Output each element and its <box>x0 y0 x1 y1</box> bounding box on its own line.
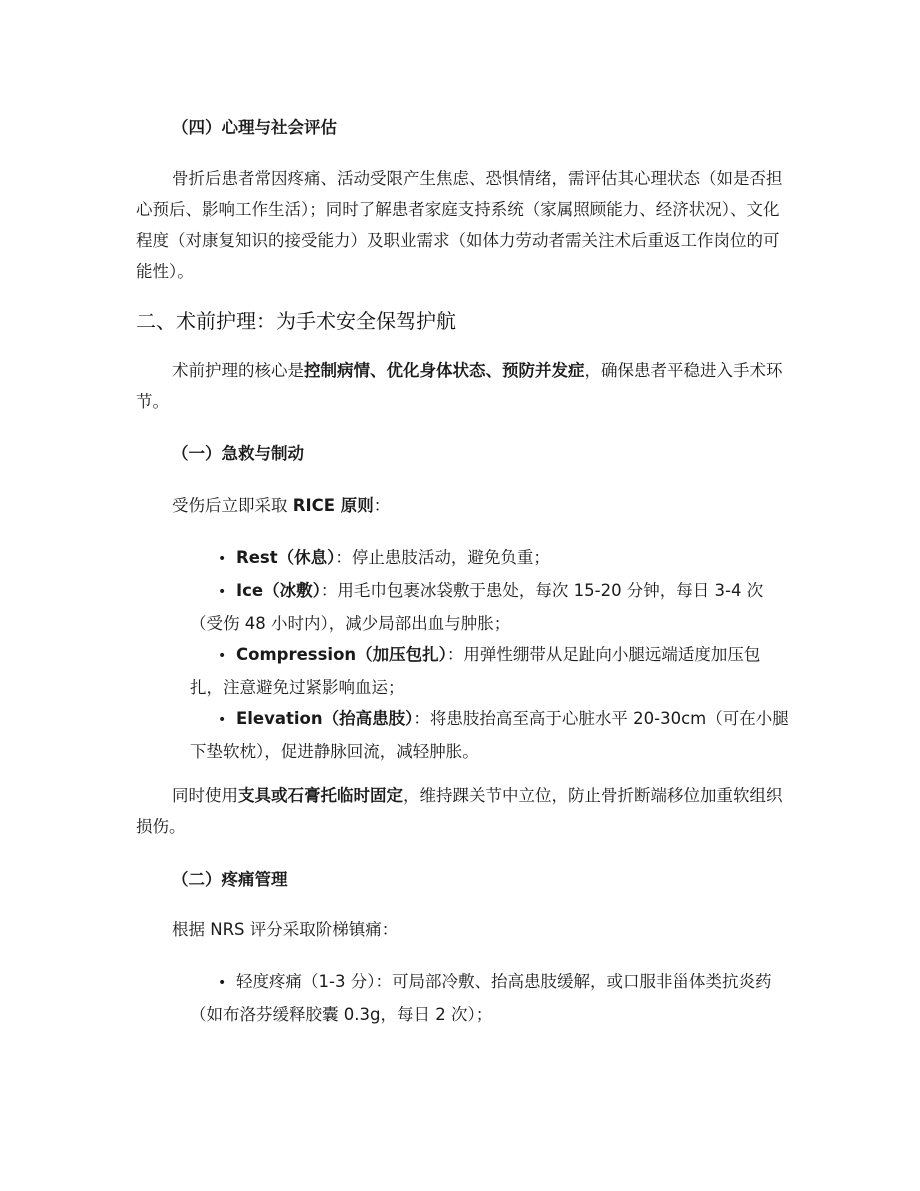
bullet-icon: • <box>218 648 227 664</box>
sub-2-heading: （二）疼痛管理 <box>172 870 288 889</box>
part-2-heading: 二、术前护理：为手术安全保驾护航 <box>136 309 456 333</box>
rice-lead-post: ： <box>373 496 391 515</box>
rice-lead-pre: 受伤后立即采取 <box>172 496 293 515</box>
bullet-icon: • <box>218 584 227 600</box>
pain-list <box>190 966 790 1030</box>
sub-1-heading: （一）急救与制动 <box>172 444 304 463</box>
fixation-post: ，维持踝关节中立位，防止骨折断端移位加重软组织损伤。 <box>136 786 783 836</box>
fixation-pre: 同时使用 <box>172 786 238 805</box>
intro-text-pre: 术前护理的核心是 <box>172 361 304 380</box>
list-item-term: Elevation（抬高患肢） <box>236 709 414 728</box>
section-4-paragraph: 骨折后患者常因疼痛、活动受限产生焦虑、恐惧情绪，需评估其心理状态（如是否担心预后、影响工作生活）；同时了解患者家庭支持系统（家属照顾能力、经济状况）、文化程度（对康复知识的接受能力）及职业需求（如体力劳动者需关注术后重返工作岗位的可能性）。 <box>136 169 783 281</box>
rice-lead <box>172 490 822 521</box>
rice-lead-bold: RICE 原则 <box>292 496 374 515</box>
fixation-paragraph <box>136 780 786 842</box>
list-item <box>190 542 790 575</box>
list-item-desc: ：用弹性绷带从足趾向小腿远端适度加压包扎，注意避免过紧影响血运； <box>190 645 761 697</box>
list-item <box>190 966 790 1030</box>
list-item-desc: 轻度疼痛（1-3 分）：可局部冷敷、抬高患肢缓解，或口服非甾体类抗炎药（如布洛芬缓释胶囊 0.3g，每日 2 次）； <box>190 972 772 1024</box>
nrs-lead: 根据 NRS 评分采取阶梯镇痛： <box>172 920 399 939</box>
list-item-term: Rest（休息） <box>236 548 336 567</box>
list-item-desc: ：将患肢抬高至高于心脏水平 20-30cm（可在小腿下垫软枕），促进静脉回流，减轻肿胀。 <box>190 709 789 761</box>
part-2-intro <box>136 355 786 417</box>
section-4-heading: （四）心理与社会评估 <box>172 118 337 137</box>
list-item <box>190 639 790 703</box>
intro-text-post: ，确保患者平稳进入手术环节。 <box>136 361 783 411</box>
bullet-icon: • <box>218 712 227 728</box>
list-item-term: Ice（冰敷） <box>236 581 321 600</box>
bullet-icon: • <box>218 551 227 567</box>
list-item-desc: ：停止患肢活动，避免负重； <box>335 548 550 567</box>
list-item <box>190 575 790 639</box>
rice-list <box>190 542 790 767</box>
intro-text-bold: 控制病情、优化身体状态、预防并发症 <box>304 361 585 380</box>
list-item-desc: ：用毛巾包裹冰袋敷于患处，每次 15-20 分钟，每日 3-4 次（受伤 48 小时内），减少局部出血与肿胀； <box>190 581 764 633</box>
list-item <box>190 703 790 767</box>
list-item-term: Compression（加压包扎） <box>236 645 447 664</box>
bullet-icon: • <box>218 975 227 991</box>
fixation-bold: 支具或石膏托临时固定 <box>238 786 403 805</box>
